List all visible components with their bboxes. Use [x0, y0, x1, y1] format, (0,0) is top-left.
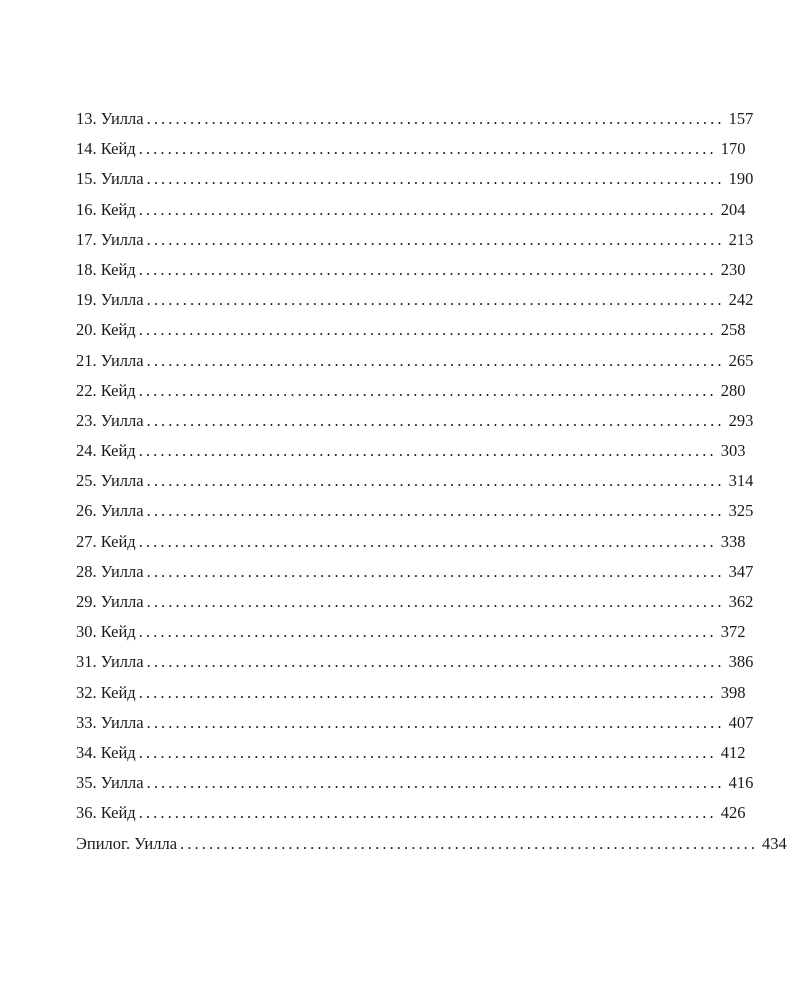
- toc-entry: [76, 285, 754, 315]
- toc-entry-title: 30. Кейд: [76, 622, 136, 642]
- table-of-contents: [76, 104, 787, 859]
- toc-dot-leader: ................................................................................: [146, 712, 725, 732]
- toc-dot-leader: ................................................................................: [146, 169, 725, 189]
- toc-entry-page-number: 230: [720, 259, 746, 279]
- toc-dot-leader: ................................................................................: [138, 441, 717, 461]
- toc-entry-title: 33. Уилла: [76, 712, 144, 732]
- toc-entry-title: 23. Уилла: [76, 410, 144, 430]
- toc-entry-page-number: 412: [720, 742, 746, 762]
- toc-entry-title: 28. Уилла: [76, 561, 144, 581]
- toc-entry-page-number: 280: [720, 380, 746, 400]
- toc-entry-title: 17. Уилла: [76, 229, 144, 249]
- toc-entry: [76, 195, 746, 225]
- toc-dot-leader: ................................................................................: [138, 531, 717, 551]
- toc-entry: [76, 315, 746, 345]
- toc-dot-leader: ................................................................................: [146, 592, 725, 611]
- toc-entry-title: 27. Кейд: [76, 531, 136, 551]
- toc-entry-page-number: 386: [728, 652, 754, 672]
- toc-dot-leader: ................................................................................: [180, 833, 759, 853]
- toc-dot-leader: ................................................................................: [146, 471, 725, 491]
- toc-entry-title: 14. Кейд: [76, 139, 136, 159]
- toc-dot-leader: ................................................................................: [138, 139, 717, 159]
- toc-entry-page-number: 303: [720, 441, 746, 461]
- toc-entry-page-number: 362: [728, 592, 754, 611]
- toc-dot-leader: ................................................................................: [146, 410, 725, 430]
- toc-entry-page-number: 338: [720, 531, 746, 551]
- toc-dot-leader: ................................................................................: [138, 622, 717, 642]
- toc-entry: [76, 406, 754, 436]
- toc-entry-page-number: 157: [728, 109, 754, 128]
- toc-entry-title: 19. Уилла: [76, 290, 144, 310]
- toc-entry-page-number: 204: [720, 199, 746, 219]
- toc-entry-page-number: 293: [728, 410, 754, 430]
- toc-entry: [76, 104, 754, 134]
- toc-entry-title: 29. Уилла: [76, 592, 144, 611]
- toc-entry-title: 16. Кейд: [76, 199, 136, 219]
- toc-entry-title: 18. Кейд: [76, 259, 136, 279]
- toc-entry-title: 35. Уилла: [76, 773, 144, 793]
- toc-entry: [76, 436, 746, 466]
- toc-dot-leader: ................................................................................: [138, 742, 717, 762]
- toc-dot-leader: ................................................................................: [138, 259, 717, 279]
- toc-entry: [76, 164, 754, 194]
- toc-entry-page-number: 372: [720, 622, 746, 642]
- toc-entry-title: 32. Кейд: [76, 682, 136, 702]
- toc-entry: [76, 617, 746, 647]
- toc-dot-leader: ................................................................................: [138, 682, 717, 702]
- toc-dot-leader: ................................................................................: [146, 652, 725, 672]
- toc-entry-title: 24. Кейд: [76, 441, 136, 461]
- toc-entry: [76, 346, 754, 376]
- toc-entry-page-number: 213: [728, 229, 754, 249]
- toc-entry: [76, 225, 754, 255]
- toc-entry: [76, 496, 754, 526]
- toc-entry-page-number: 347: [728, 561, 754, 581]
- toc-entry-title: 21. Уилла: [76, 350, 144, 370]
- toc-dot-leader: ................................................................................: [146, 109, 725, 128]
- toc-entry-page-number: 398: [720, 682, 746, 702]
- toc-entry: [76, 255, 746, 285]
- toc-entry-page-number: 314: [728, 471, 754, 491]
- toc-entry-page-number: 265: [728, 350, 754, 370]
- toc-entry-title: 31. Уилла: [76, 652, 144, 672]
- toc-dot-leader: ................................................................................: [146, 350, 725, 370]
- toc-dot-leader: ................................................................................: [138, 199, 717, 219]
- toc-dot-leader: ................................................................................: [146, 773, 725, 793]
- toc-entry: [76, 134, 746, 164]
- toc-entry-page-number: 242: [728, 290, 754, 310]
- toc-entry-page-number: 170: [720, 139, 746, 159]
- toc-entry: [76, 376, 746, 406]
- toc-entry-title: 26. Уилла: [76, 501, 144, 521]
- toc-entry: [76, 557, 754, 587]
- toc-entry: [76, 678, 746, 708]
- toc-dot-leader: ................................................................................: [138, 320, 717, 340]
- toc-entry-title: 20. Кейд: [76, 320, 136, 340]
- toc-entry-title: 22. Кейд: [76, 380, 136, 400]
- toc-entry-title: 25. Уилла: [76, 471, 144, 491]
- toc-entry: [76, 798, 746, 828]
- toc-dot-leader: ................................................................................: [146, 290, 725, 310]
- toc-entry: [76, 768, 754, 798]
- toc-entry: [76, 829, 787, 859]
- toc-entry: [76, 708, 754, 738]
- toc-dot-leader: ................................................................................: [138, 380, 717, 400]
- toc-entry-page-number: 407: [728, 712, 754, 732]
- toc-entry-title: Эпилог. Уилла: [76, 833, 178, 853]
- toc-entry: [76, 587, 754, 617]
- toc-entry-page-number: 416: [728, 773, 754, 793]
- toc-entry-title: 36. Кейд: [76, 803, 136, 823]
- toc-dot-leader: ................................................................................: [146, 561, 725, 581]
- toc-entry: [76, 527, 746, 557]
- toc-entry-page-number: 190: [728, 169, 754, 189]
- toc-entry-page-number: 325: [728, 501, 754, 521]
- toc-entry: [76, 738, 746, 768]
- toc-entry: [76, 466, 754, 496]
- toc-dot-leader: ................................................................................: [146, 229, 725, 249]
- toc-entry-title: 34. Кейд: [76, 742, 136, 762]
- toc-entry-page-number: 434: [762, 833, 787, 853]
- toc-entry-title: 15. Уилла: [76, 169, 144, 189]
- toc-entry-page-number: 426: [720, 803, 746, 823]
- toc-entry-title: 13. Уилла: [76, 109, 144, 128]
- toc-entry: [76, 647, 754, 677]
- toc-dot-leader: ................................................................................: [146, 501, 725, 521]
- toc-dot-leader: ................................................................................: [138, 803, 717, 823]
- toc-entry-page-number: 258: [720, 320, 746, 340]
